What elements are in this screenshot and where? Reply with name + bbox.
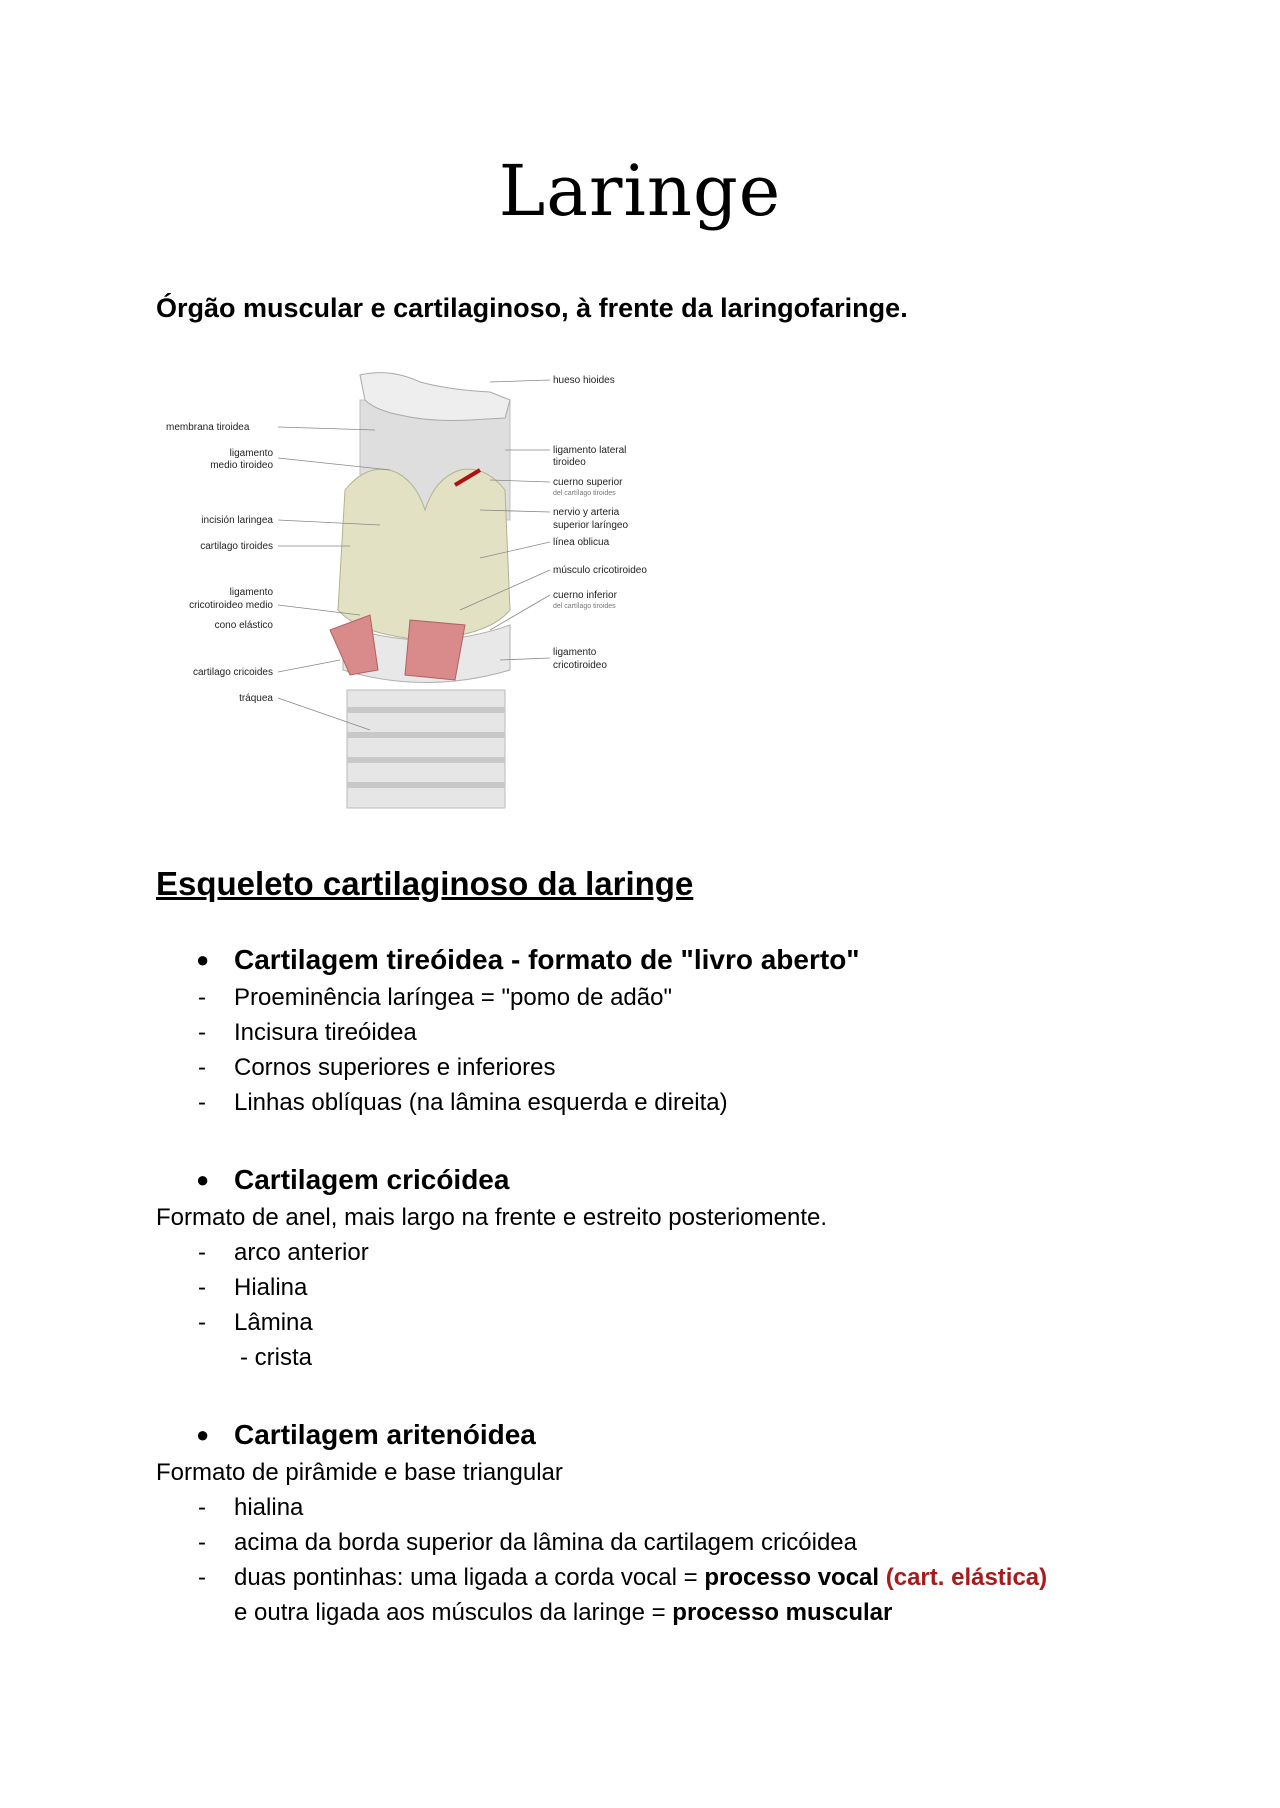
dash-icon: - bbox=[198, 1239, 206, 1266]
list-item: - hialina bbox=[156, 1490, 1156, 1525]
dash-icon: - bbox=[198, 1019, 206, 1046]
list-item-continuation: e outra ligada aos músculos da laringe = processo muscular bbox=[234, 1599, 893, 1626]
label-hueso-hioides: hueso hioides bbox=[553, 375, 615, 386]
list-item: - Lâmina bbox=[156, 1305, 1156, 1340]
dash-icon: - bbox=[198, 1309, 206, 1336]
dash-icon: - bbox=[198, 984, 206, 1011]
label-cono-elastico: cono elástico bbox=[214, 620, 273, 631]
label-ligamento-medio-1: ligamento bbox=[229, 448, 273, 459]
dash-icon: - bbox=[198, 1529, 206, 1556]
label-ligamento-lateral-2: tiroideo bbox=[553, 457, 586, 468]
label-traquea: tráquea bbox=[239, 693, 273, 704]
dash-icon: - bbox=[198, 1494, 206, 1521]
page-subtitle: Órgão muscular e cartilaginoso, à frente da laringofaringe. bbox=[156, 293, 908, 323]
bullet-icon: ● bbox=[196, 947, 210, 972]
label-ligamento-cricotiroideo-1: ligamento bbox=[553, 647, 597, 658]
highlight-red: (cart. elástica) bbox=[885, 1564, 1048, 1591]
dash-icon: - bbox=[198, 1089, 206, 1116]
label-cuerno-superior-sub: del cartílago tiroides bbox=[553, 490, 616, 497]
label-cuerno-superior: cuerno superior bbox=[553, 477, 623, 488]
label-incision-laringea: incisión laringea bbox=[201, 515, 273, 526]
bullet-icon: ● bbox=[196, 1422, 210, 1447]
cricothyroid-muscle-right bbox=[405, 620, 465, 680]
dash-icon: - bbox=[198, 1054, 206, 1081]
bullet-heading-tireoidea bbox=[156, 940, 1156, 980]
list-item: - Proeminência laríngea = "pomo de adão" bbox=[156, 980, 1156, 1015]
dash-icon: - bbox=[198, 1564, 206, 1591]
label-ligamento-crico-2: cricotiroideo medio bbox=[189, 600, 273, 611]
label-cartilago-tiroides: cartilago tiroides bbox=[200, 541, 273, 552]
dash-icon: - bbox=[198, 1274, 206, 1301]
trachea-drawing bbox=[347, 690, 505, 808]
label-cartilago-cricoides: cartilago cricoides bbox=[192, 667, 273, 678]
list-item: - Incisura tireóidea bbox=[156, 1015, 1156, 1050]
larynx-illustration bbox=[160, 370, 700, 810]
label-linea-oblicua: línea oblicua bbox=[553, 537, 610, 548]
sub-list-item: - crista bbox=[240, 1344, 312, 1371]
label-ligamento-lateral-1: ligamento lateral bbox=[553, 445, 627, 456]
list-item: - Cornos superiores e inferiores bbox=[156, 1050, 1156, 1085]
heading-text: Cartilagem tireóidea - formato de "livro aberto" bbox=[234, 944, 860, 975]
section-content bbox=[156, 940, 1156, 1630]
label-cuerno-inferior: cuerno inferior bbox=[553, 590, 617, 601]
label-ligamento-cricotiroideo-2: cricotiroideo bbox=[553, 660, 607, 671]
list-item: - acima da borda superior da lâmina da cartilagem cricóidea bbox=[156, 1525, 1156, 1560]
label-ligamento-medio-2: medio tiroideo bbox=[210, 460, 273, 471]
label-cuerno-inferior-sub: del cartílago tiroides bbox=[553, 603, 616, 610]
bullet-heading-aritenoidea bbox=[156, 1415, 1156, 1455]
heading-text: Cartilagem aritenóidea bbox=[234, 1419, 536, 1450]
list-item: - duas pontinhas: uma ligada a corda vocal = processo vocal (cart. elástica) bbox=[156, 1560, 1156, 1595]
section-title: Esqueleto cartilaginoso da laringe bbox=[156, 865, 694, 902]
label-musculo-cricotiroideo: músculo cricotiroideo bbox=[553, 565, 647, 576]
label-nervio-arteria-1: nervio y arteria bbox=[553, 507, 620, 518]
label-membrana-tiroidea: membrana tiroidea bbox=[166, 422, 250, 433]
bullet-heading-cricoidea bbox=[156, 1160, 1156, 1200]
list-item: - Hialina bbox=[156, 1270, 1156, 1305]
larynx-anatomy-figure bbox=[160, 370, 700, 810]
list-item: - arco anterior bbox=[156, 1235, 1156, 1270]
heading-text: Cartilagem cricóidea bbox=[234, 1164, 510, 1195]
description-cricoidea: Formato de anel, mais largo na frente e estreito posteriomente. bbox=[156, 1204, 828, 1231]
cricothyroid-muscle-left bbox=[330, 615, 378, 675]
description-aritenoidea: Formato de pirâmide e base triangular bbox=[156, 1459, 563, 1486]
page-title: Laringe bbox=[498, 150, 782, 232]
list-item: - Linhas oblíquas (na lâmina esquerda e direita) bbox=[156, 1085, 1156, 1120]
bullet-icon: ● bbox=[196, 1167, 210, 1192]
label-ligamento-crico-1: ligamento bbox=[229, 587, 273, 598]
label-nervio-arteria-2: superior laríngeo bbox=[553, 520, 629, 531]
